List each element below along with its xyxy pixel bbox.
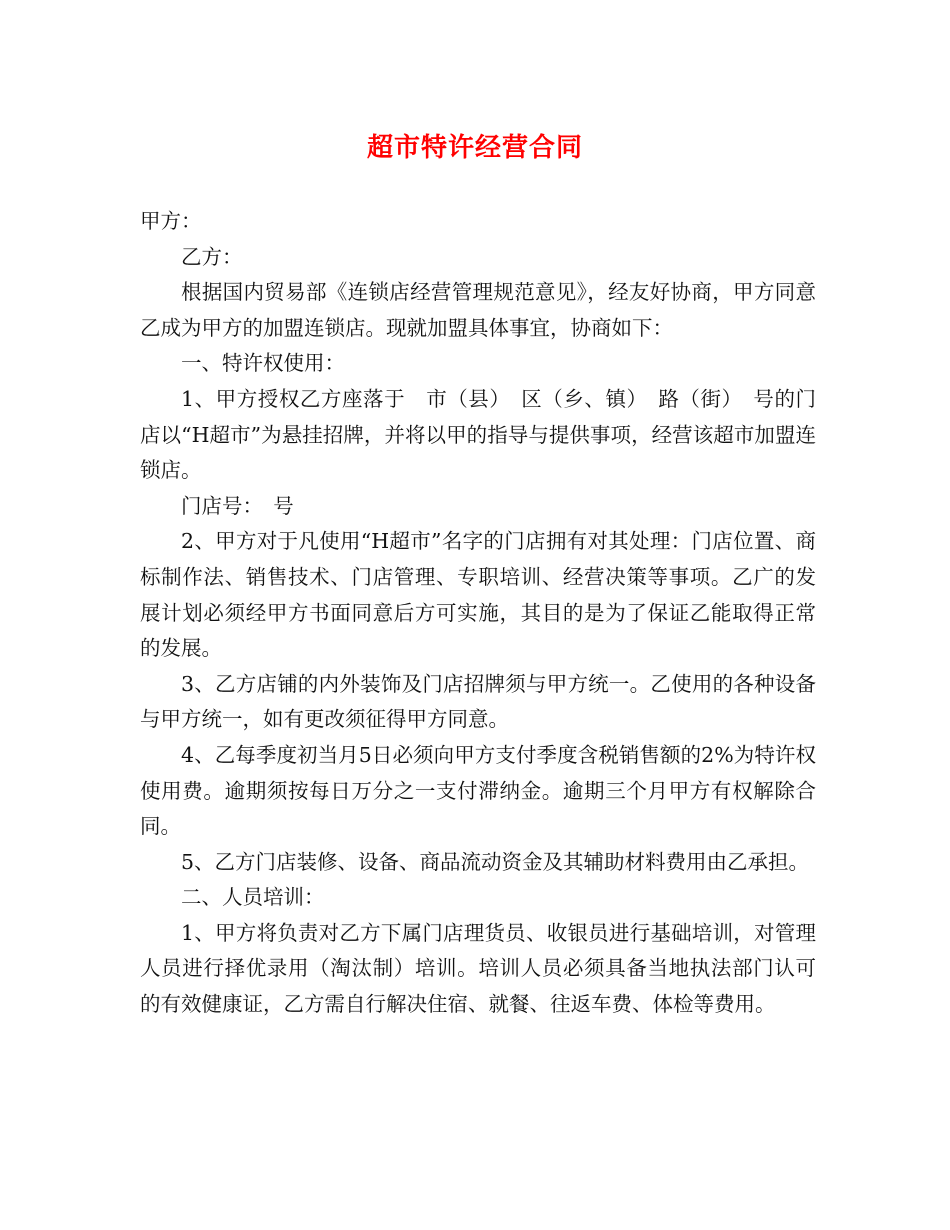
section-heading-training: 二、人员培训： <box>181 885 325 910</box>
party-b-line: 乙方： <box>181 244 243 269</box>
clause-1-4: 4、乙每季度初当月5日必须向甲方支付季度含税销售额的2%为特许权使用费。逾期须按每日万分之一支付滞纳金。逾期三个月甲方有权解除合同。 <box>140 742 816 839</box>
clause-1-5: 5、乙方门店装修、设备、商品流动资金及其辅助材料费用由乙承担。 <box>181 849 810 874</box>
clause-1-1: 1、甲方授权乙方座落于 市（县） 区（乡、镇） 路（街） 号的门店以“H超市”为悬挂招牌，并将以甲的指导与提供事项，经营该超市加盟连锁店。 <box>140 386 816 483</box>
store-number-line: 门店号： 号 <box>181 493 294 518</box>
clause-2-1: 1、甲方将负责对乙方下属门店理货员、收银员进行基础培训，对管理人员进行择优录用（淘汰制）培训。培训人员必须具备当地执法部门认可的有效健康证，乙方需自行解决住宿、就餐、往返车费、体检等费用。 <box>140 920 816 1017</box>
preamble-paragraph: 根据国内贸易部《连锁店经营管理规范意见》，经友好协商，甲方同意乙成为甲方的加盟连锁店。现就加盟具体事宜，协商如下： <box>140 280 816 340</box>
section-heading-franchise-rights: 一、特许权使用： <box>181 351 345 376</box>
clause-1-3: 3、乙方店铺的内外装饰及门店招牌须与甲方统一。乙使用的各种设备与甲方统一，如有更改须征得甲方同意。 <box>140 671 816 732</box>
document-title: 超市特许经营合同 <box>366 133 583 163</box>
document-body <box>140 204 816 1023</box>
party-a-line: 甲方： <box>140 209 202 233</box>
clause-1-2: 2、甲方对于凡使用“H超市”名字的门店拥有对其处理：门店位置、商标制作法、销售技术、门店管理、专职培训、经营决策等事项。乙广的发展计划必须经甲方书面同意后方可实施，其目的是为了保证乙能取得正常的发展。 <box>140 529 816 661</box>
